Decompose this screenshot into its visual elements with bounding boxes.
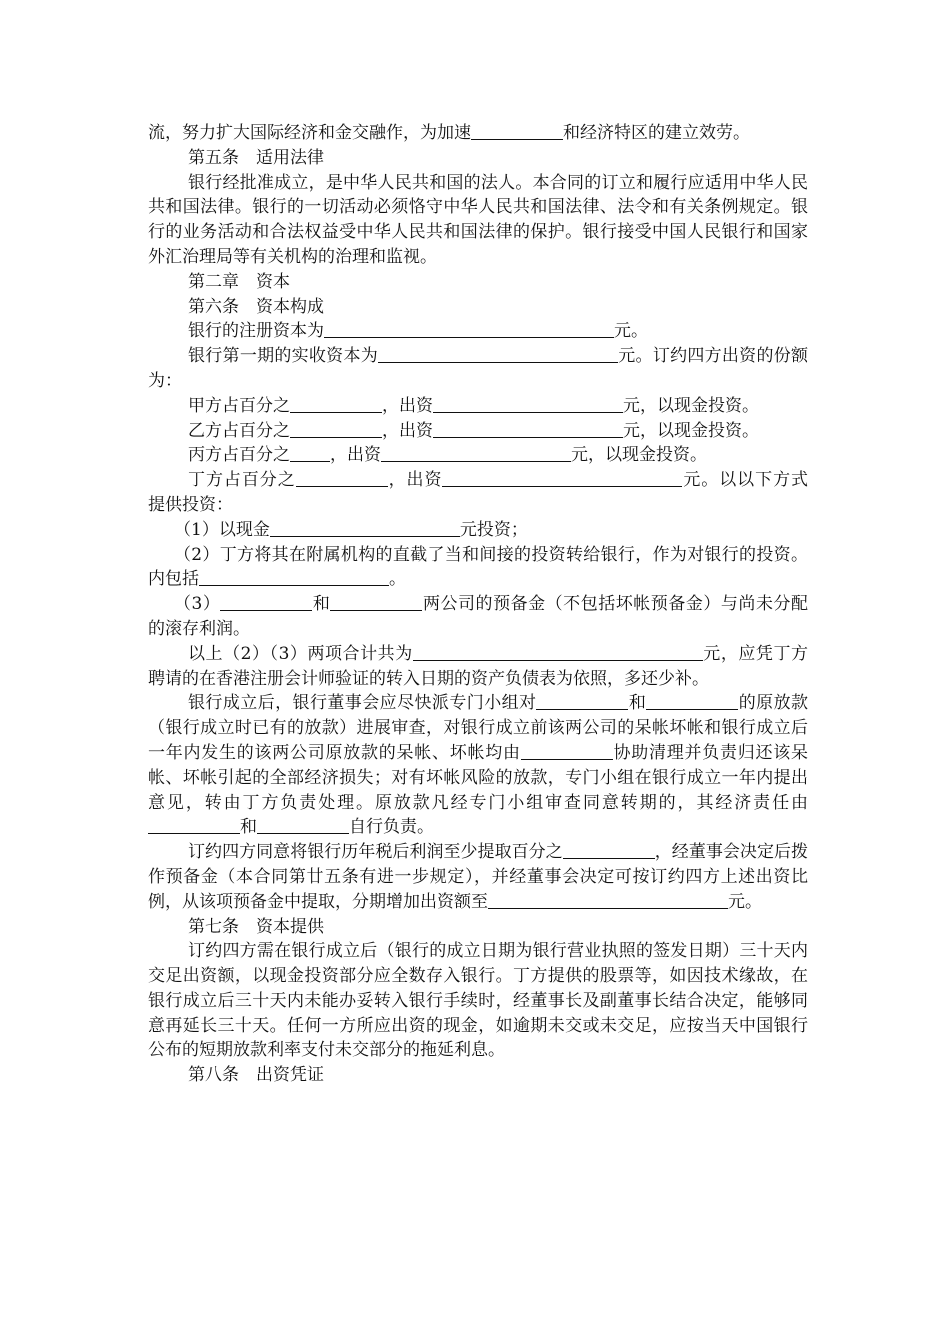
blank-field bbox=[442, 469, 682, 487]
blank-field bbox=[536, 692, 628, 710]
text: 甲方占百分之 bbox=[188, 395, 290, 416]
blank-field bbox=[270, 519, 460, 537]
investment-item-3 bbox=[148, 592, 808, 642]
text: ，出资 bbox=[382, 420, 433, 441]
text: 元，以现金投资。 bbox=[623, 420, 759, 441]
party-c-share bbox=[148, 443, 808, 468]
blank-field bbox=[324, 320, 614, 338]
text: 订约四方同意将银行历年税后利润至少提取百分之 bbox=[188, 842, 563, 863]
blank-field bbox=[296, 469, 388, 487]
total-items bbox=[148, 642, 808, 692]
text: 银行第一期的实收资本为 bbox=[188, 346, 378, 367]
investment-item-1 bbox=[148, 518, 808, 543]
document-page bbox=[148, 121, 808, 1088]
text: 元，以现金投资。 bbox=[571, 445, 707, 466]
text: 元。 bbox=[614, 321, 648, 342]
text: 和 bbox=[312, 594, 331, 615]
article-5-body: 银行经批准成立，是中华人民共和国的法人。本合同的订立和履行应适用中华人民共和国法律。银行的一切活动必须恪守中华人民共和国法律、法令和有关条例规定。银行的业务活动和合法权益受中华人民共和国法律的保护。银行接受中国人民银行和国家外汇治理局等有关机构的治理和监视。 bbox=[148, 172, 808, 267]
blank-field bbox=[378, 345, 618, 363]
party-d-share bbox=[148, 468, 808, 518]
party-b-share bbox=[148, 419, 808, 444]
blank-field bbox=[330, 593, 422, 611]
blank-field bbox=[257, 816, 349, 834]
text: 元投资； bbox=[459, 519, 528, 540]
investment-item-2 bbox=[148, 543, 808, 593]
text: 丁方占百分之 bbox=[188, 470, 296, 491]
text: 元。 bbox=[728, 891, 762, 912]
text: ，出资 bbox=[330, 445, 381, 466]
text: 元，应凭丁方聘请的在香港注册会计师验证的转入日期的资产负债表为依照，多还少补。 bbox=[148, 643, 808, 689]
blank-field bbox=[148, 816, 240, 834]
text: 和经济特区的建立效劳。 bbox=[563, 123, 750, 143]
blank-field bbox=[646, 692, 738, 710]
text: ，出资 bbox=[387, 470, 443, 491]
article-7-body: 订约四方需在银行成立后（银行的成立日期为银行营业执照的签发日期）三十天内交足出资额，以现金投资部分应全数存入银行。丁方提供的股票等，如因技术缘故，在银行成立后三十天内未能办妥转入银行手续时，经董事长及副董事长结合决定，能够同意再延长三十天。任何一方所应出资的现金，如逾期未交或未交足，应按当天中国银行公布的短期放款利率支付未交部分的拖延利息。 bbox=[148, 941, 808, 1061]
text: 元。订约四方出资的份额为： bbox=[148, 346, 808, 391]
text: 的原放款（银行成立时已有的放款）进展审查，对银行成立前该两公司的呆帐坏帐和银行成立后一年内发生的该两公司原放款的呆帐、坏帐均由 bbox=[148, 693, 809, 763]
registered-capital bbox=[148, 319, 808, 344]
blank-field bbox=[433, 395, 623, 413]
chapter-2-heading: 第二章 资本 bbox=[188, 271, 290, 292]
text: ，出资 bbox=[382, 395, 433, 416]
article-6-heading: 第六条 资本构成 bbox=[188, 296, 324, 317]
text: 元，以现金投资。 bbox=[623, 395, 759, 416]
blank-field bbox=[433, 420, 623, 438]
text: ，经董事会决定后拨作预备金（本合同第廿五条有进一步规定），并经董事会决定可按订约四方上述出资比例，从该项预备金中提取，分期增加出资额至 bbox=[148, 842, 809, 912]
text: （1）以现金 bbox=[174, 519, 270, 540]
party-a-share bbox=[148, 394, 808, 419]
text: 两公司的预备金（不包括坏帐预备金）与尚未分配的滚存利润。 bbox=[148, 594, 808, 639]
text: 元。以以下方式提供投资： bbox=[148, 470, 809, 515]
text: （3） bbox=[174, 594, 221, 615]
article-5-heading: 第五条 适用法律 bbox=[188, 147, 324, 168]
blank-field bbox=[220, 593, 312, 611]
text: 流，努力扩大国际经济和金交融作，为加速 bbox=[148, 123, 471, 143]
blank-field bbox=[488, 891, 728, 909]
text: 银行成立后，银行董事会应尽快派专门小组对 bbox=[188, 693, 537, 714]
text: 以上（2）（3）两项合计共为 bbox=[188, 643, 413, 664]
article-7-heading: 第七条 资本提供 bbox=[188, 916, 324, 937]
article-8-heading: 第八条 出资凭证 bbox=[188, 1065, 324, 1086]
blank-field bbox=[290, 420, 382, 438]
text: 丙方占百分之 bbox=[188, 445, 290, 466]
blank-field bbox=[521, 742, 613, 760]
loan-review bbox=[148, 691, 808, 840]
text: （2）丁方将其在附属机构的直截了当和间接的投资转给银行，作为对银行的投资。内包括 bbox=[148, 544, 808, 590]
text: 和 bbox=[240, 817, 257, 838]
blank-field bbox=[381, 444, 571, 462]
paragraph-intro bbox=[148, 121, 808, 146]
blank-field bbox=[563, 841, 655, 859]
blank-field bbox=[471, 122, 563, 140]
blank-field bbox=[413, 643, 703, 661]
profit-reserve bbox=[148, 840, 808, 914]
blank-field bbox=[199, 568, 389, 586]
text: 和 bbox=[628, 693, 647, 714]
blank-field bbox=[290, 444, 330, 462]
text: 银行的注册资本为 bbox=[188, 321, 324, 342]
text: 。 bbox=[389, 569, 406, 590]
paid-capital bbox=[148, 344, 808, 394]
text: 协助清理并负责归还该呆帐、坏帐引起的全部经济损失；对有坏帐风险的放款，专门小组在银行成立一年内提出意见，转由丁方负责处理。原放款凡经专门小组审查同意转期的，其经济责任由 bbox=[148, 742, 808, 813]
text: 自行负责。 bbox=[349, 817, 434, 838]
text: 乙方占百分之 bbox=[188, 420, 290, 441]
blank-field bbox=[290, 395, 382, 413]
